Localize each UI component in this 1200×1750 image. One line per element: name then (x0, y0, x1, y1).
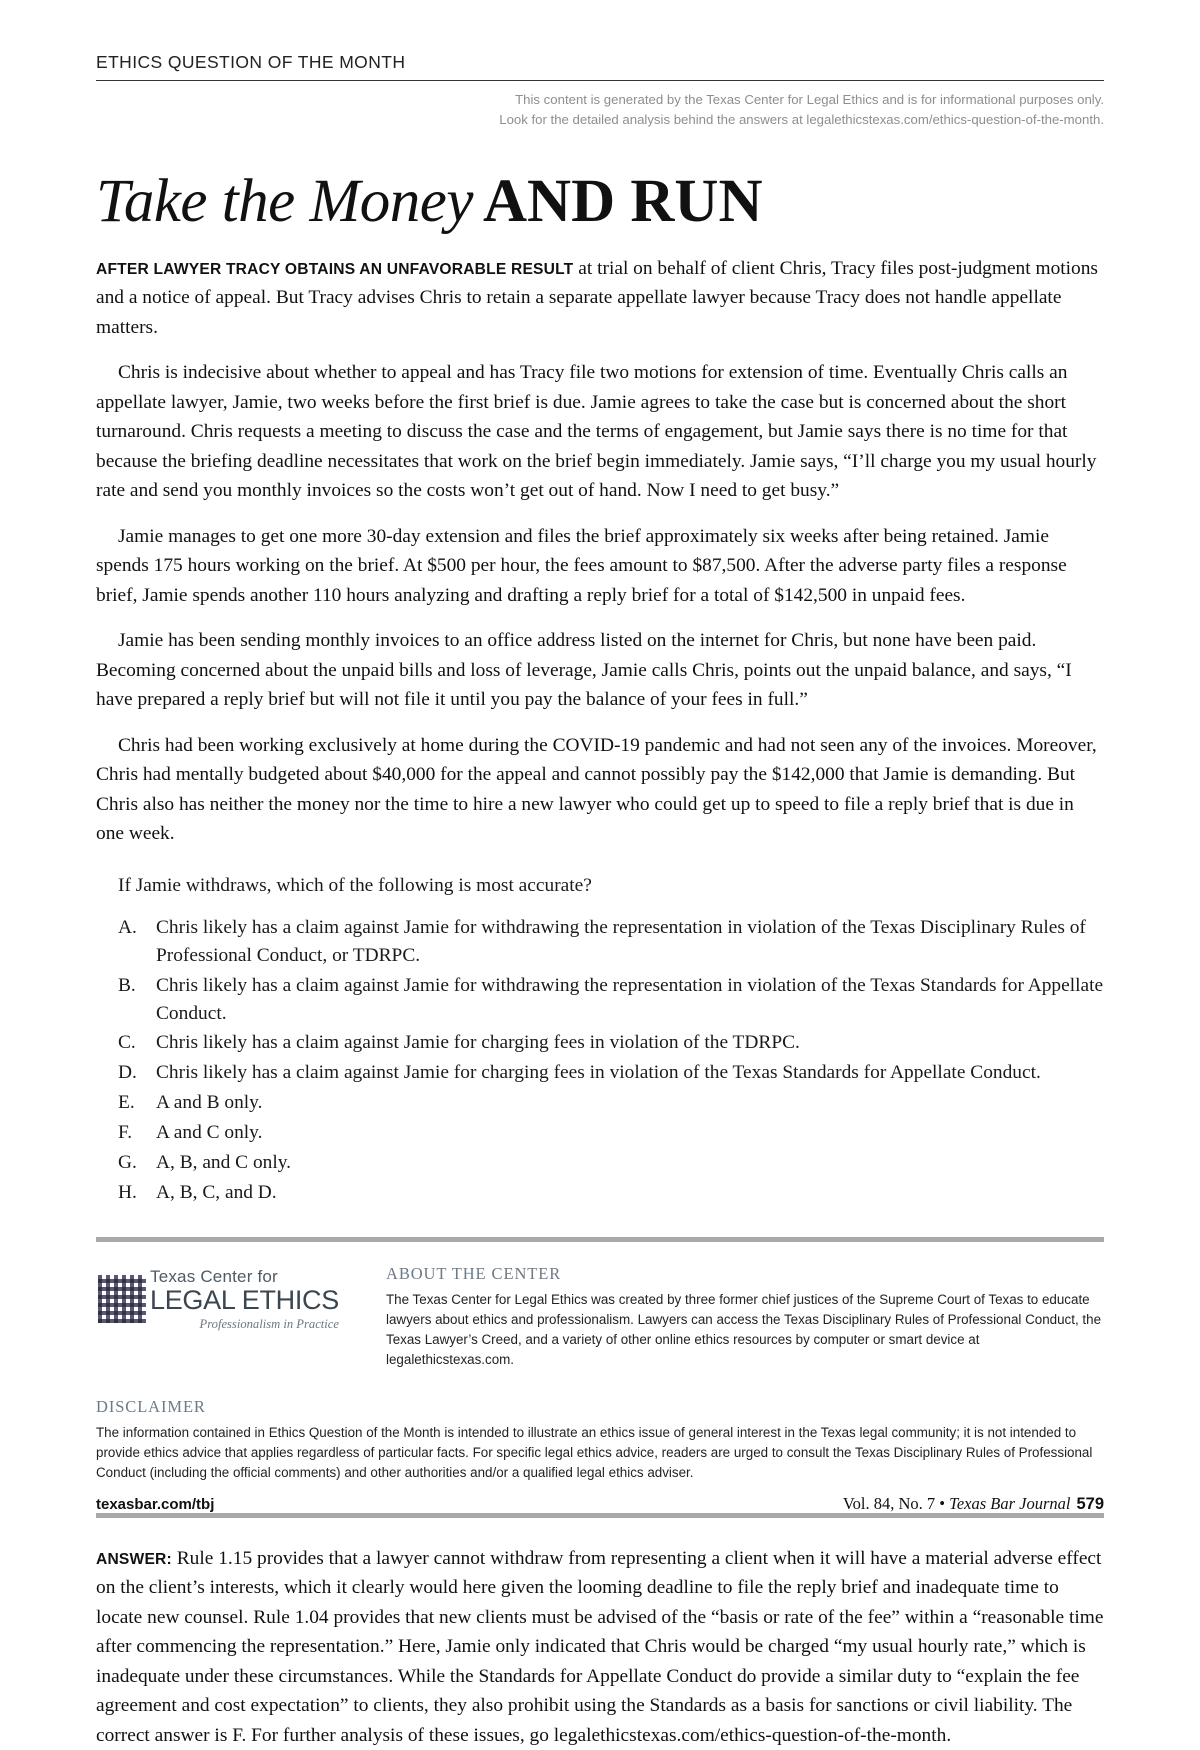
source-note-line-1: This content is generated by the Texas Center for Legal Ethics and is for informational purposes only. (515, 92, 1104, 107)
answer-option-g[interactable] (118, 1149, 1104, 1177)
question-prompt: If Jamie withdraws, which of the following is most accurate? (118, 874, 592, 896)
page-kicker: ETHICS QUESTION OF THE MONTH (96, 52, 406, 72)
answer-option-c[interactable] (118, 1029, 1104, 1057)
answer-option-b-text: Chris likely has a claim against Jamie for withdrawing the representation in violation of the Texas Standards for Appellate Conduct. (156, 974, 1104, 1024)
answer-option-d-text: Chris likely has a claim against Jamie for charging fees in violation of the Texas Standards for Appellate Conduct. (156, 1062, 1041, 1084)
about-body: The Texas Center for Legal Ethics was created by three former chief justices of the Supreme Court of Texas to educate lawyers about ethics and professionalism. Lawyers can access the Texas Disciplinary Rules of Professional Conduct, the Texas Lawyer’s Creed, and a variety of other online ethics resources by computer or smart device at legalethicstexas.com. (386, 1292, 1102, 1368)
answer-option-c-label: C. (118, 1032, 136, 1054)
answer-option-e-label: E. (118, 1092, 135, 1114)
about-section (96, 1264, 1104, 1370)
answer-option-a-label: A. (118, 916, 137, 938)
answer-text: Rule 1.15 provides that a lawyer cannot withdraw from representing a client when it will have a material adverse effect on the client’s interests, which it clearly would here given the looming deadline to file the reply brief and inadequate time to locate new counsel. Rule 1.04 provides that new clients must be advised of the “basis or rate of the fee” within a “reasonable time after commencing the representation.” Here, Jamie only indicated that Chris would be charged “my usual hourly rate,” which is inadequate under these circumstances. While the Standards for Appellate Conduct do provide a similar duty to “explain the fee agreement and cost expectation” to clients, they also prohibit using the Standards as a basis for sanctions or civil liability. The correct answer is F. For further analysis of these issues, go legalethicstexas.com/ethics-question-of-the-month. (96, 1547, 1104, 1746)
answer-option-h[interactable] (118, 1179, 1104, 1207)
article-paragraph-2: Chris is indecisive about whether to appeal and has Tracy file two motions for extension of time. Eventually Chris calls an appellate lawyer, Jamie, two weeks before the first brief is due. Jamie agrees to take the case but is concerned about the short turnaround. Chris requests a meeting to discuss the case and the terms of engagement, but Jamie says there is no time for that because the briefing deadline necessitates that work on the brief begin immediately. Jamie says, “I’ll charge you my usual hourly rate and send you monthly invoices so the costs won’t get out of hand. Now I need to get busy.” (96, 362, 1097, 502)
article-body (96, 254, 1104, 1207)
footer-journal-name: Texas Bar Journal (949, 1494, 1071, 1513)
answer-option-e[interactable] (118, 1089, 1104, 1117)
answer-option-c-text: Chris likely has a claim against Jamie for charging fees in violation of the TDRPC. (156, 1032, 800, 1054)
answer-option-f-label: F. (118, 1122, 133, 1144)
answer-options-list (118, 914, 1104, 1207)
logo-line-1: Texas Center for (150, 1267, 278, 1287)
section-divider-top (96, 1237, 1104, 1242)
header-divider (96, 80, 1104, 81)
answer-option-b-label: B. (118, 974, 136, 996)
footer-page-number: 579 (1076, 1495, 1104, 1513)
footer-issue-info (843, 1494, 1104, 1514)
answer-option-h-label: H. (118, 1182, 137, 1204)
answer-option-a[interactable] (118, 914, 1104, 970)
answer-label: ANSWER: (96, 1550, 172, 1568)
article-paragraph-1-rest: at trial on behalf of client Chris, Tracy files post-judgment motions and a notice of appeal. But Tracy advises Chris to retain a separate appellate lawyer because Tracy does not handle appellate matters. (96, 257, 1098, 338)
footer-volume: Vol. 84, No. 7 • (842, 1494, 950, 1513)
logo-line-2: LEGAL ETHICS (150, 1285, 339, 1316)
about-heading: ABOUT THE CENTER (386, 1264, 562, 1284)
page-footer (96, 1494, 1104, 1514)
source-note-line-2: Look for the detailed analysis behind the answers at legalethicstexas.com/ethics-question-of-the-month. (499, 112, 1104, 128)
answer-option-d-label: D. (118, 1062, 137, 1084)
source-note (96, 90, 1104, 131)
article-lead-in: AFTER LAWYER TRACY OBTAINS AN UNFAVORABLE RESULT (96, 260, 574, 278)
page-title-bold: AND RUN (482, 167, 763, 235)
article-paragraph-3: Jamie manages to get one more 30-day extension and files the brief approximately six weeks after being retained. Jamie spends 175 hours working on the brief. At $500 per hour, the fees amount to $87,500. After the adverse party files a response brief, Jamie spends another 110 hours analyzing and drafting a reply brief for a total of $142,500 in unpaid fees. (96, 525, 1067, 606)
answer-option-f[interactable] (118, 1119, 1104, 1147)
page-title (96, 167, 1104, 235)
disclaimer-heading: DISCLAIMER (96, 1396, 206, 1416)
article-paragraph-5: Chris had been working exclusively at home during the COVID-19 pandemic and had not seen any of the invoices. Moreover, Chris had mentally budgeted about $40,000 for the appeal and cannot possibly pay the $142,000 that Jamie is demanding. But Chris also has neither the money nor the time to hire a new lawyer who could get up to speed to file a reply brief that is due in one week. (96, 734, 1097, 845)
qr-code-icon (96, 1273, 148, 1325)
answer-option-a-text: Chris likely has a claim against Jamie for withdrawing the representation in violation of the Texas Disciplinary Rules of Professional Conduct, or TDRPC. (156, 916, 1086, 966)
article-paragraph-4: Jamie has been sending monthly invoices to an office address listed on the internet for Chris, but none have been paid. Becoming concerned about the unpaid bills and loss of leverage, Jamie calls Chris, points out the unpaid balance, and says, “I have prepared a reply brief but will not file it until you pay the balance of your fees in full.” (96, 630, 1072, 711)
page-title-italic: Take the Money (96, 167, 473, 235)
answer-option-e-text: A and B only. (156, 1092, 263, 1114)
answer-option-g-label: G. (118, 1152, 137, 1174)
footer-site-link[interactable]: texasbar.com/tbj (96, 1496, 215, 1513)
article-paragraph-1 (96, 254, 1104, 342)
answer-option-d[interactable] (118, 1059, 1104, 1087)
answer-option-h-text: A, B, C, and D. (156, 1182, 277, 1204)
answer-option-g-text: A, B, and C only. (156, 1152, 292, 1174)
answer-option-b[interactable] (118, 972, 1104, 1028)
logo-tagline: Professionalism in Practice (199, 1317, 339, 1332)
answer-explanation (96, 1544, 1104, 1750)
answer-option-f-text: A and C only. (156, 1122, 263, 1144)
center-logo (96, 1264, 368, 1370)
disclaimer-body: The information contained in Ethics Question of the Month is intended to illustrate an ethics issue of general interest in the Texas legal community; it is not intended to provide ethics advice that applies regardless of particular facts. For specific legal ethics advice, readers are urged to consult the Texas Disciplinary Rules of Professional Conduct (including the official comments) and other authorities and/or a qualified legal ethics adviser. (96, 1424, 1093, 1480)
